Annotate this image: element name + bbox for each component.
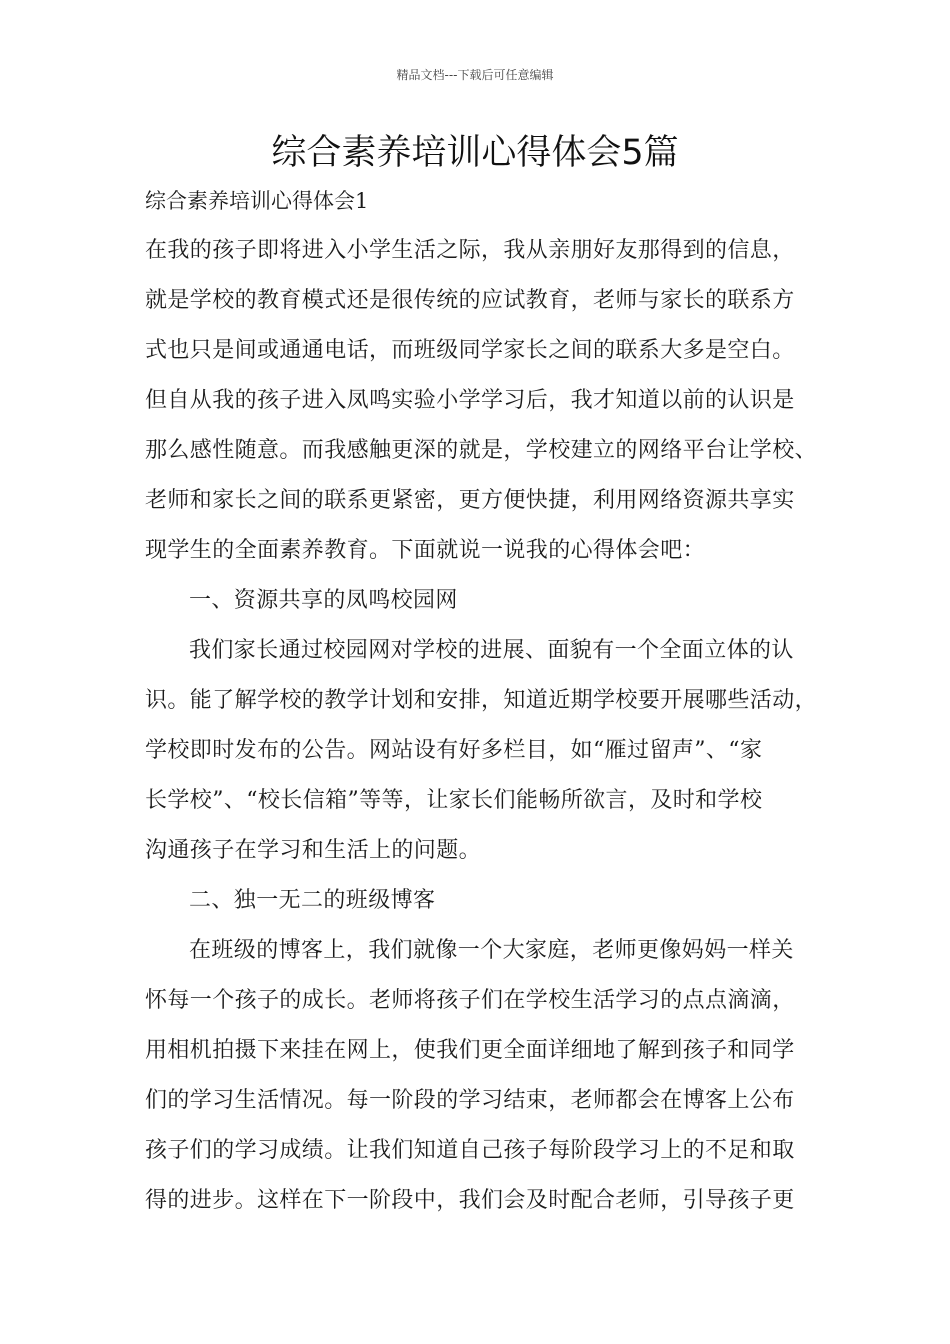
- body-line: 我们家长通过校园网对学校的进展、面貌有一个全面立体的认: [189, 638, 794, 663]
- body-line: 那么感性随意。而我感触更深的就是，学校建立的网络平台让学校、: [145, 438, 818, 463]
- header-watermark: 精品文档---下载后可任意编辑: [396, 68, 554, 82]
- body-line: 在我的孩子即将进入小学生活之际，我从亲朋好友那得到的信息，: [145, 238, 795, 263]
- body-line: 识。能了解学校的教学计划和安排，知道近期学校要开展哪些活动，: [145, 688, 818, 713]
- section-heading: 二、独一无二的班级博客: [189, 888, 436, 913]
- body-line: 就是学校的教育模式还是很传统的应试教育，老师与家长的联系方: [145, 288, 795, 313]
- document-title: 综合素养培训心得体会5篇: [271, 133, 679, 173]
- body-line: 学校即时发布的公告。网站设有好多栏目，如“雁过留声”、“家: [145, 738, 763, 763]
- body-line: 现学生的全面素养教育。下面就说一说我的心得体会吧：: [145, 538, 706, 563]
- body-line: 式也只是间或通通电话，而班级同学家长之间的联系大多是空白。: [145, 338, 795, 363]
- body-line: 在班级的博客上，我们就像一个大家庭，老师更像妈妈一样关: [189, 938, 794, 963]
- body-line: 得的进步。这样在下一阶段中，我们会及时配合老师，引导孩子更: [145, 1188, 795, 1213]
- document-subtitle: 综合素养培训心得体会1: [145, 189, 369, 213]
- body-line: 沟通孩子在学习和生活上的问题。: [145, 838, 482, 863]
- body-line: 老师和家长之间的联系更紧密，更方便快捷，利用网络资源共享实: [145, 488, 795, 513]
- body-line: 但自从我的孩子进入凤鸣实验小学学习后，我才知道以前的认识是: [145, 388, 795, 413]
- document-body: [145, 232, 835, 1232]
- body-line: 怀每一个孩子的成长。老师将孩子们在学校生活学习的点点滴滴，: [145, 988, 795, 1013]
- body-line: 用相机拍摄下来挂在网上，使我们更全面详细地了解到孩子和同学: [145, 1038, 795, 1063]
- body-line: 孩子们的学习成绩。让我们知道自己孩子每阶段学习上的不足和取: [145, 1138, 795, 1163]
- section-heading: 一、资源共享的凤鸣校园网: [189, 588, 458, 613]
- body-line: 们的学习生活情况。每一阶段的学习结束，老师都会在博客上公布: [145, 1088, 795, 1113]
- body-line: 长学校”、“校长信箱”等等，让家长们能畅所欲言，及时和学校: [145, 788, 763, 813]
